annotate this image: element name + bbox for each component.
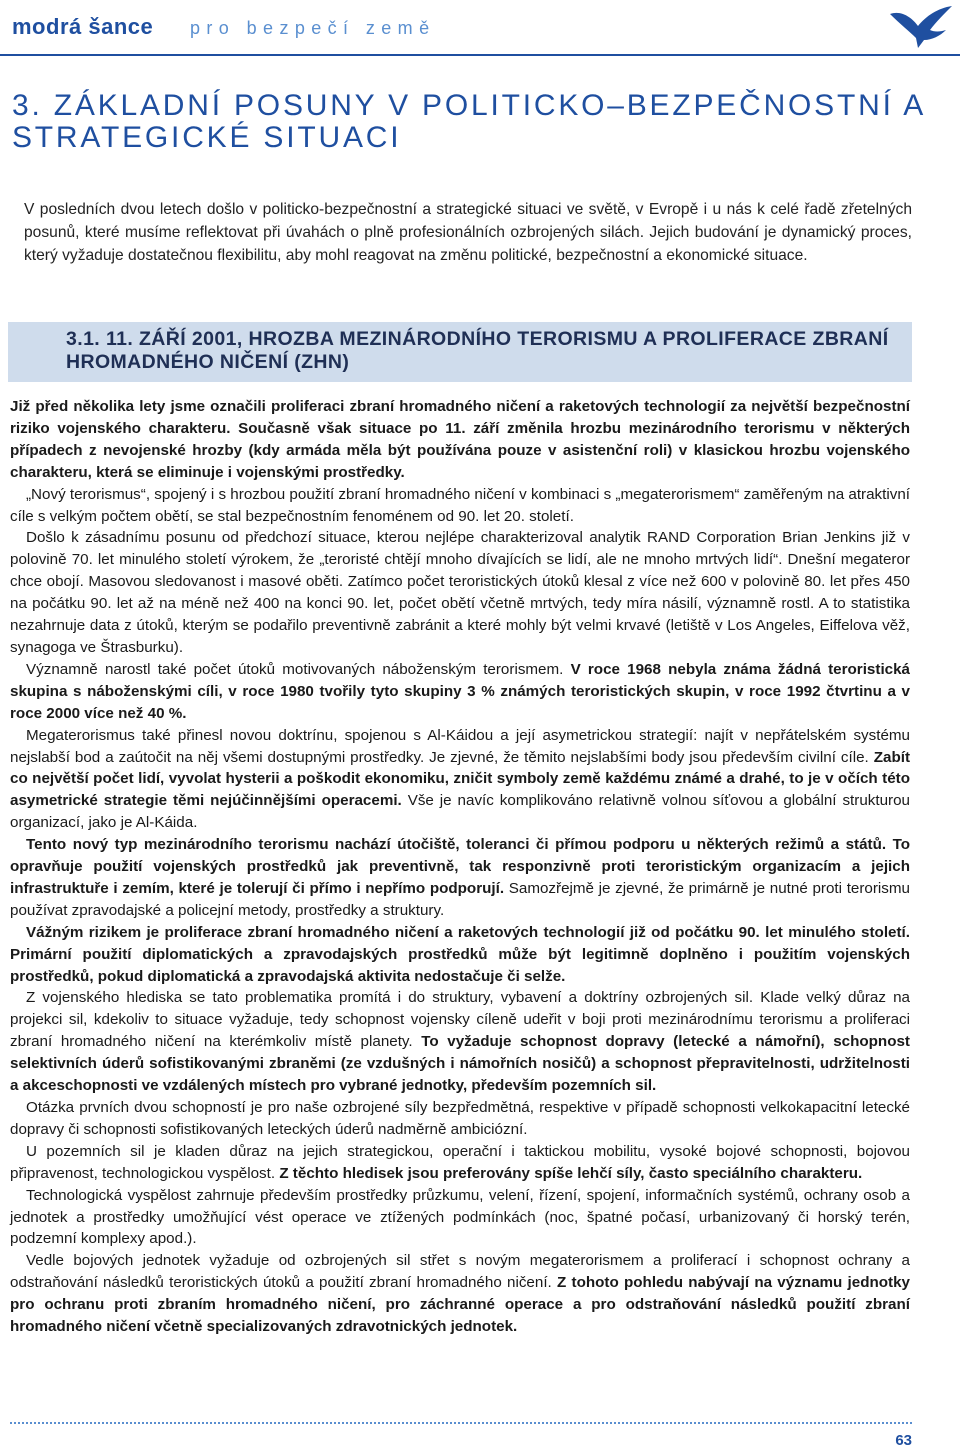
bold-text: Zabít co největší počet lidí, vyvolat hysterii a poškodit ekonomiku, zničit symboly země každému známé a drahé, to je v očích této asymetrické strategie těmi nejúčinnějšími operacemi. [10,748,910,810]
body-text: Významně narostl také počet útoků motivovaných náboženským terorismem. [26,660,571,678]
brand-tagline: pro bezpečí země [190,18,436,38]
bold-text: Již před několika lety jsme označili proliferaci zbraní hromadného ničení a raketových technologií za největší bezpečnostní riziko vojenského charakteru. Současně však situace po 11. září změnila hrozbu mezinárodního terorismu v některých případech z nevojenské hrozby (kdy armáda měla být používána pouze v asistenční roli) v klasickou hrozbu vojenského charakteru, která se eliminuje i vojenskými prostředky. [10,398,910,481]
body-paragraph [10,725,910,835]
bold-text: Tento nový typ mezinárodního terorismu nachází útočiště, toleranci či přímou podporu u některých režimů a států. To opravňuje použití vojenských prostředků jak preventivně, tak responzivně proti teroristickým organizacím a jejich infrastruktuře i zemím, které je tolerují či přímo i nepřímo podporují. [10,836,910,897]
body-paragraph [10,922,910,988]
bold-text: Z těchto hledisek jsou preferovány spíše lehčí síly, často speciálního charakteru. [279,1164,863,1182]
bold-text: To vyžaduje schopnost dopravy (letecké a námořní), schopnost selektivních úderů sofistikovanými zbraněmi (ze vzdušných i námořních nosičů) a schopnost přepravitelnosti, udržitelnosti a akceschopnosti ve vzdálených místech pro vybrané jednotky, především pozemních sil. [10,1033,910,1095]
body-text: U pozemních sil je kladen důraz na jejich strategickou, operační i taktickou mobilitu, vysoké bojové schopnosti, bojovou připravenost, technologickou vyspělost. [10,1142,910,1182]
body-paragraph: Došlo k zásadnímu posunu od předchozí situace, kterou nejlépe charakterizoval analytik RAND Corporation Brian Jenkins již v polovině 70. let minulého století výrokem, že „teroristé chtějí mnoho dívajících se lidí, ale ne mnoho mrtvých lidí“. Dnešní megateror chce obojí. Masovou sledovanost i masové oběti. Zatímco počet teroristických útoků klesal z více než 600 v polovině 80. let přes 450 na počátku 90. let až na méně než 400 na konci 90. let, počet obětí včetně mrtvých, tedy míra násilí, významně rostl. A to statistika nezahrnuje data z útoků, kterým se podařilo preventivně zabránit a které mohly být velmi krvavé (letiště v Los Angeles, Eiffelova věž, synagoga ve Štrasburku). [10,529,910,656]
brand-name: modrá šance [12,14,154,39]
bold-text: V roce 1968 nebyla známa žádná teroristická skupina s náboženskými cíli, v roce 1980 tvořily tyto skupiny 3 % známých teroristických skupin, v roce 1992 čtvrtinu a v roce 2000 více než 40 %. [10,660,910,722]
article-body [10,396,910,1338]
chapter-intro: V posledních dvou letech došlo v politicko-bezpečnostní a strategické situaci ve světě, v Evropě i u nás k celé řadě zřetelných posunů, které musíme reflektovat při úvahách o plně profesionálních ozbrojených silách. Jejich budování je dynamický proces, který vyžaduje dostatečnou flexibilitu, aby mohl reagovat na změnu politické, bezpečnostní a ekonomické situace. [24,201,912,264]
bold-text: Z tohoto pohledu nabývají na významu jednotky pro ochranu proti zbraním hromadného ničení, pro záchranné operace a pro odstraňování následků použití zbraní hromadného ničení včetně specializovaných zdravotnických jednotek. [10,1274,910,1336]
body-text: Samozřejmě je zjevné, že primárně je nutné proti terorismu používat zpravodajské a policejní metody, prostředky a struktury. [10,879,910,919]
body-paragraph [10,834,910,922]
body-paragraph [10,1141,910,1185]
body-paragraph: Otázka prvních dvou schopností je pro naše ozbrojené síly bezpředmětná, respektive v případě schopnosti velkokapacitní letecké dopravy či schopnosti sofistikovaných leteckých úderů nadměrně ambiciózní. [10,1099,910,1138]
chapter-title: 3. ZÁKLADNÍ POSUNY V POLITICKO–BEZPEČNOSTNÍ A STRATEGICKÉ SITUACI [12,89,925,154]
bold-text: Vážným rizikem je proliferace zbraní hromadného ničení a raketových technologií již od počátku 90. let minulého století. Primární použití diplomatických a zpravodajských prostředků může být legitimně doplněno i použitím vojenských prostředků, pokud diplomatická a zpravodajská aktivita nedostačuje či selže. [10,923,910,985]
body-paragraph: „Nový terorismus“, spojený i s hrozbou použití zbraní hromadného ničení v kombinaci s „megaterorismem“ zaměřeným na atraktivní cíle s velkým počtem obětí, se stal bezpečnostním fenoménem od 90. let 20. století. [10,485,910,525]
bird-logo-icon [888,4,954,50]
footer-dotted-rule [10,1422,912,1424]
body-paragraph [10,659,910,725]
section-title: 3.1. 11. ZÁŘÍ 2001, HROZBA MEZINÁRODNÍHO TERORISMU A PROLIFERACE ZBRANÍ HROMADNÉHO NIČENÍ (ZHN) [66,328,889,373]
page-header [0,0,960,60]
body-paragraph [10,987,910,1097]
body-text: Z vojenského hlediska se tato problematika promítá i do struktury, vybavení a doktríny ozbrojených sil. Klade velký důraz na projekci sil, kdekoliv to situace vyžaduje, tedy schopnost vojensky cíleně udeřit v boji proti mezinárodnímu terorismu a proliferaci zbraní hromadného ničení na kterémkoliv místě planety. [10,989,910,1051]
body-text: Vše je navíc komplikováno relativně volnou síťovou a globální strukturou organizací, jako je Al-Káida. [10,792,910,832]
body-paragraph [10,1250,910,1338]
header-divider [0,54,960,56]
body-text: Vedle bojových jednotek vyžaduje od ozbrojených sil střet s novým megaterorismem a proliferací i schopnost ochrany a odstraňování následků teroristických útoků a použití zbraní hromadného ničení. [10,1252,910,1292]
body-paragraph: Technologická vyspělost zahrnuje především prostředky průzkumu, velení, řízení, spojení, informačních systémů, ochrany osob a jednotek a prostředky umožňující vést operace ve ztížených podmínkách (noc, špatné počasí, urbanizovaný či horský terén, podzemní komplexy apod.). [10,1186,910,1248]
page-number: 63 [895,1432,912,1449]
body-paragraph [10,396,910,484]
body-text: Megaterorismus také přinesl novou doktrínu, spojenou s Al-Káidou a její asymetrickou strategií: najít v nepřátelském systému nejslabší bod a zaútočit na něj všemi dostupnými prostředky. Je zjevné, že těmito nejslabšími body jsou především civilní cíle. [10,726,910,766]
